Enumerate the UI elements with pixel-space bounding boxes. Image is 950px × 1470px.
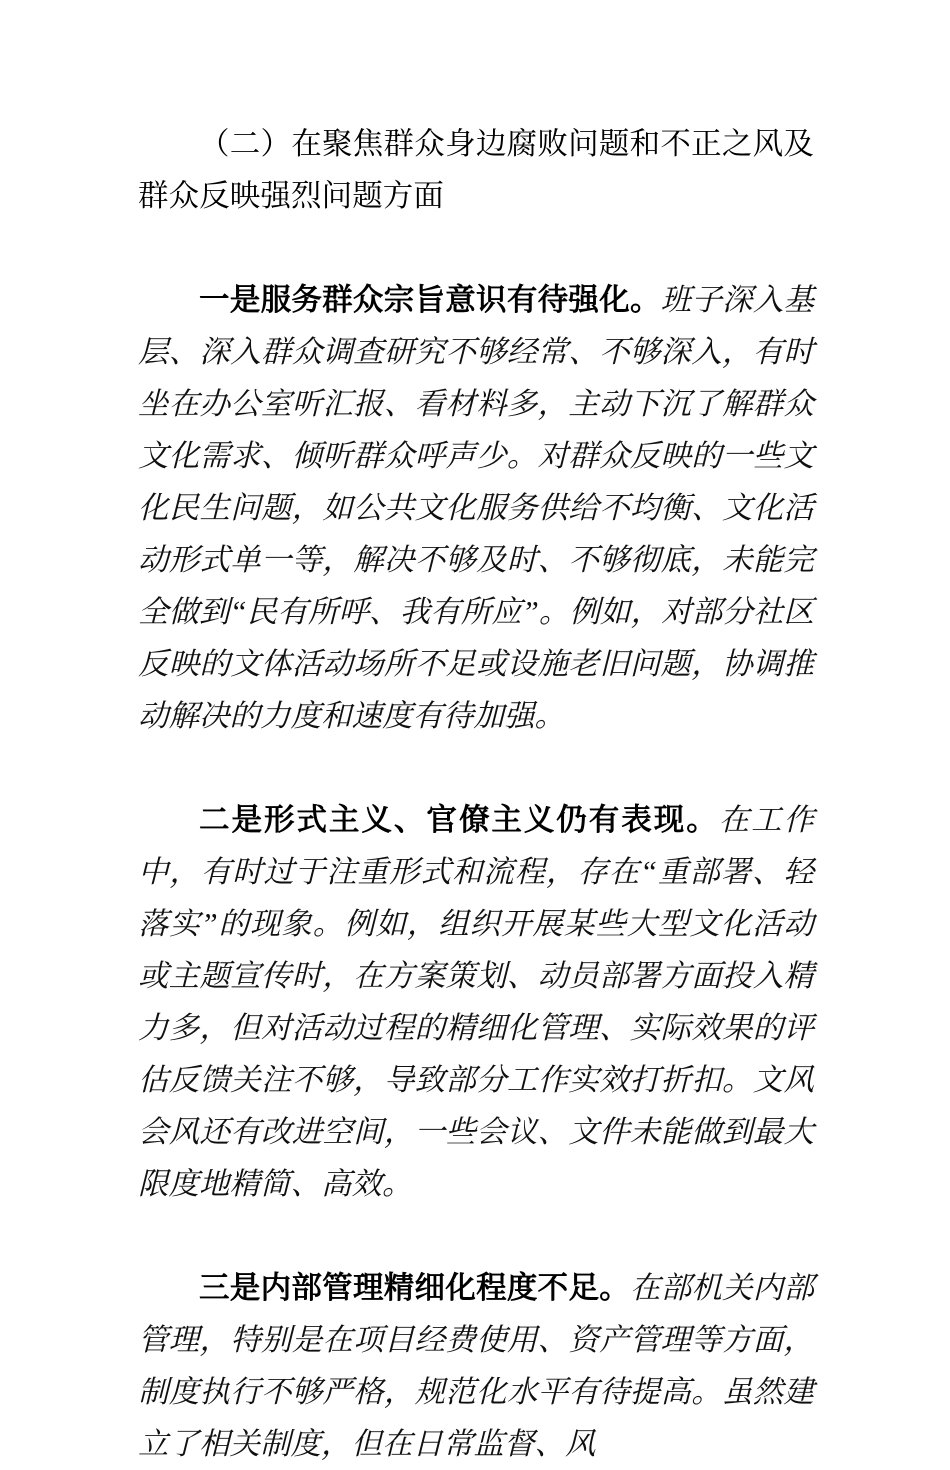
paragraph-2-body: 在工作中，有时过于注重形式和流程，存在“重部署、轻落实”的现象。例如，组织开展某些大型文化活动或主题宣传时，在方案策划、动员部署方面投入精力多，但对活动过程的精细化管理、实际效果的评估反馈关注不够，导致部分工作实效打折扣。文风会风还有改进空间，一些会议、文件未能做到最大限度地精简、高效。 [138, 803, 814, 1201]
section-heading: （二）在聚焦群众身边腐败问题和不正之风及群众反映强烈问题方面 [138, 127, 814, 213]
paragraph-1-body: 班子深入基层、深入群众调查研究不够经常、不够深入，有时坐在办公室听汇报、看材料多，主动下沉了解群众文化需求、倾听群众呼声少。对群众反映的一些文化民生问题，如公共文化服务供给不均衡、文化活动形式单一等，解决不够及时、不够彻底，未能完全做到“民有所呼、我有所应”。例如，对部分社区反映的文体活动场所不足或设施老旧问题，协调推动解决的力度和速度有待加强。 [138, 283, 815, 733]
paragraph-3-body: 在部机关内部管理，特别是在项目经费使用、资产管理等方面，制度执行不够严格，规范化水平有待提高。虽然建立了相关制度，但在日常监督、风 [138, 1271, 814, 1461]
document-text-block [138, 118, 814, 1470]
paragraph-2-lead-in: 二是形式主义、官僚主义仍有表现。 [199, 803, 719, 837]
paragraph-1-lead-in: 一是服务群众宗旨意识有待强化。 [199, 283, 661, 317]
paragraph-item-3 [138, 1262, 814, 1470]
paragraph-item-1 [138, 274, 814, 742]
paragraph-item-2 [138, 794, 814, 1210]
paragraph-3-lead-in: 三是内部管理精细化程度不足。 [199, 1271, 631, 1305]
